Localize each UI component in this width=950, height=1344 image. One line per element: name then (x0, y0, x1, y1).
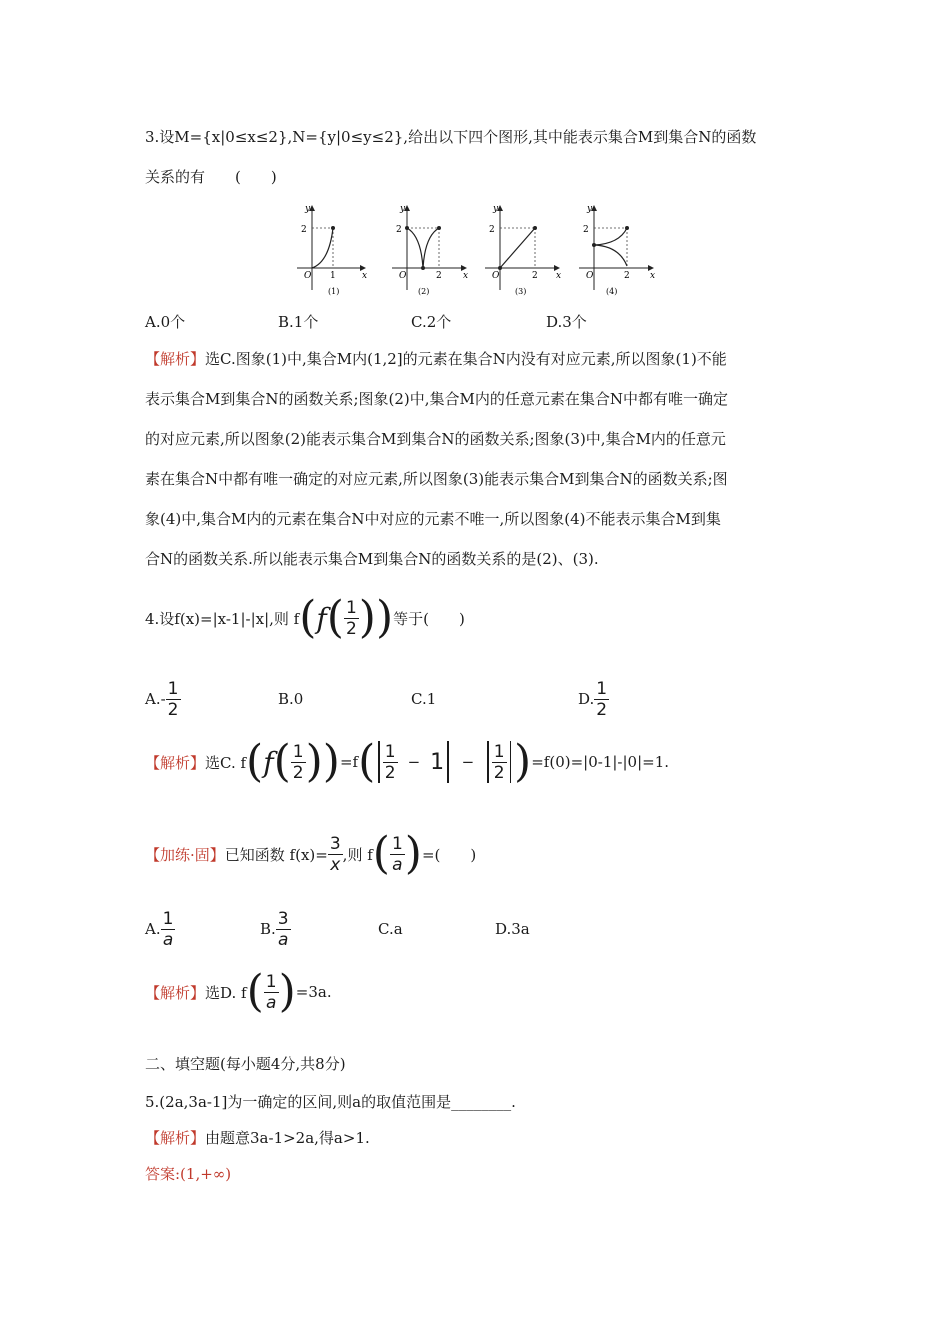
q3-analysis-line1 (145, 345, 727, 373)
q3-stem-line2: 关系的有 ( ) (145, 168, 277, 186)
graph-1-origin: O (304, 271, 312, 281)
q3-analysis-line6: 合N的函数关系.所以能表示集合M到集合N的函数关系的是(2)、(3). (145, 550, 599, 568)
graph-3 (485, 204, 561, 296)
q5-analysis: 【解析】由题意3a-1>2a,得a>1. (145, 1129, 370, 1147)
graph-3-tick-x2: 2 (532, 271, 538, 281)
graph-4-y-label: y (587, 204, 593, 214)
graph-4-tick-x2: 2 (624, 271, 630, 281)
q4-solution: 【解析】 选C. f ( f ( $\frac{1}{2}$ )) =f ( $\frac{1}{2}$ − 1 − $\frac{1}{2}$ ) =f(0)=|0-1|-|0|=1. (145, 736, 670, 787)
graph-2-caption: (2) (418, 287, 430, 296)
graph-1-x-label: x (362, 271, 368, 281)
graph-1-tick-2: 2 (301, 225, 307, 235)
practice-option-d: D.3a (495, 920, 530, 938)
q4-stem: 4.设f(x)=|x-1|-|x|,则 f ( f ( $\frac{1}{2}$ )) 等于( ) (145, 592, 465, 643)
graph-2 (392, 204, 468, 296)
practice-stem: 【加练·固】 已知函数 f(x)= $\frac{3}{x}$ ,则 f ( $\frac{1}{a}$ ) =( ) (145, 828, 477, 879)
section2-heading: 二、填空题(每小题4分,共8分) (145, 1055, 346, 1073)
q4-option-c: C.1 (411, 690, 437, 708)
q3-option-b: B.1个 (278, 313, 319, 331)
q4-option-a: A.- $\frac{1}{2}$ (145, 678, 179, 720)
graph-4-origin: O (586, 271, 594, 281)
q4-inner-f: f (316, 601, 327, 635)
q4-option-d: D. $\frac{1}{2}$ (578, 678, 608, 720)
graph-4 (579, 204, 655, 296)
q3-stem-line1: 3.设M={x|0≤x≤2},N={y|0≤y≤2},给出以下四个图形,其中能表示集合M到集合N的函数 (145, 128, 757, 146)
q3-graphs-figure (295, 200, 660, 296)
practice-tag: 【加练·固】 (145, 845, 225, 864)
graph-2-tick-x2: 2 (436, 271, 442, 281)
q4-stem-suffix: 等于( ) (393, 609, 465, 628)
graph-2-x-label: x (463, 271, 469, 281)
practice-option-b: B. $\frac{3}{a}$ (260, 908, 289, 950)
graph-1-caption: (1) (328, 287, 340, 296)
practice-solution: 【解析】 选D. f ( $\frac{1}{a}$ ) =3a. (145, 966, 332, 1017)
q3-option-a: A.0个 (145, 313, 186, 331)
q4-solution-tag: 【解析】 (145, 753, 206, 772)
graph-3-tick-2: 2 (489, 225, 495, 235)
graph-1-tick-1: 1 (330, 271, 336, 281)
q3-option-c: C.2个 (411, 313, 452, 331)
q3-option-d: D.3个 (546, 313, 587, 331)
practice-option-c: C.a (378, 920, 403, 938)
q4-stem-prefix: 4.设f(x)=|x-1|-|x|,则 f (145, 609, 300, 628)
q3-analysis-line2: 表示集合M到集合N的函数关系;图象(2)中,集合M内的任意元素在集合N中都有唯一确定 (145, 390, 729, 408)
q3-analysis-tag: 【解析】 (145, 350, 206, 368)
graph-1-y-label: y (305, 204, 311, 214)
q4-option-b: B.0 (278, 690, 304, 708)
q4-fraction: $\frac{1}{2}$ (345, 597, 357, 639)
graph-3-origin: O (492, 271, 500, 281)
graph-2-tick-2: 2 (396, 225, 402, 235)
q3-analysis-text-1: 选C.图象(1)中,集合M内(1,2]的元素在集合N内没有对应元素,所以图象(1)不能 (205, 350, 727, 368)
graph-1 (297, 204, 367, 296)
graph-3-x-label: x (556, 271, 562, 281)
q3-analysis-line5: 象(4)中,集合M内的元素在集合N中对应的元素不唯一,所以图象(4)不能表示集合M到集 (145, 510, 721, 528)
graph-3-y-label: y (493, 204, 499, 214)
graph-4-caption: (4) (606, 287, 618, 296)
q3-analysis-line4: 素在集合N中都有唯一确定的对应元素,所以图象(3)能表示集合M到集合N的函数关系;图 (145, 470, 728, 488)
graph-4-x-label: x (650, 271, 656, 281)
q5-answer: 答案:(1,+∞) (145, 1165, 232, 1183)
graph-2-origin: O (399, 271, 407, 281)
graph-3-caption: (3) (515, 287, 527, 296)
graph-2-y-label: y (400, 204, 406, 214)
graph-4-tick-2: 2 (583, 225, 589, 235)
q3-analysis-line3: 的对应元素,所以图象(2)能表示集合M到集合N的函数关系;图象(3)中,集合M内的任意元 (145, 430, 726, 448)
practice-option-a: A. $\frac{1}{a}$ (145, 908, 174, 950)
q5-stem: 5.(2a,3a-1]为一确定的区间,则a的取值范围是________. (145, 1093, 516, 1111)
